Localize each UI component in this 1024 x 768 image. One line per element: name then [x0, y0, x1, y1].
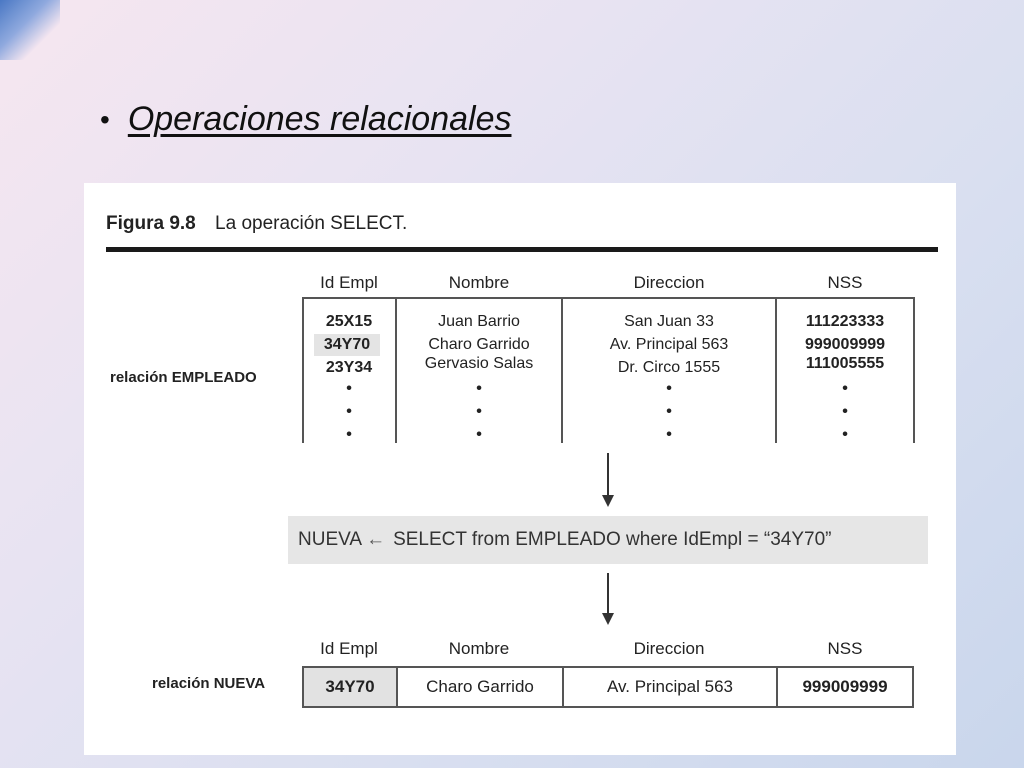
slide-title-text: Operaciones relacionales: [127, 100, 512, 138]
col-header-nss: NSS: [827, 639, 863, 658]
arrow-head-icon: [602, 613, 614, 625]
figure-image: [84, 183, 956, 755]
arrow-head-icon: [602, 495, 614, 507]
empleado-top-border: [302, 297, 914, 299]
table-cell: 111005555: [805, 355, 885, 372]
down-arrow-icon: [607, 453, 609, 497]
table-cell: 999009999: [802, 677, 888, 696]
col-header-nss: NSS: [827, 273, 863, 292]
figure-heading: [106, 213, 407, 235]
table-cell: Charo Garrido: [398, 668, 564, 706]
col-header-direccion: Direccion: [633, 273, 705, 292]
table-cell: 999009999: [804, 336, 886, 353]
figure-number: Figura 9.8: [106, 213, 196, 234]
empleado-relation-label: relación EMPLEADO: [110, 369, 257, 386]
col-header-id: Id Empl: [320, 273, 378, 292]
table-cell-highlighted: 34Y70: [314, 334, 380, 356]
bullet-icon: •: [100, 103, 110, 135]
down-arrow-icon: [607, 573, 609, 615]
table-cell: Av. Principal 563: [609, 336, 729, 353]
ellipsis-dots: • • •: [346, 380, 352, 443]
table-cell: Juan Barrio: [438, 313, 520, 330]
table-cell: Charo Garrido: [428, 336, 530, 353]
table-cell: Gervasio Salas: [424, 355, 534, 372]
table-cell: 34Y70: [304, 668, 398, 706]
figure-caption: La operación SELECT.: [215, 213, 408, 234]
table-cell: Av. Principal 563: [564, 668, 778, 706]
table-cell: 111223333: [805, 313, 885, 330]
col-header-nombre: Nombre: [448, 639, 510, 658]
heading-rule: [106, 247, 938, 252]
table-cell: 23Y34: [325, 359, 373, 376]
corner-decoration: [0, 0, 60, 60]
ellipsis-dots: • • •: [666, 380, 672, 443]
query-target: NUEVA: [298, 529, 363, 550]
table-cell: San Juan 33: [624, 313, 714, 330]
left-arrow-icon: ←: [366, 529, 386, 550]
nueva-relation-label: relación NUEVA: [152, 675, 266, 692]
nueva-table: [302, 666, 914, 708]
ellipsis-dots: • • •: [476, 380, 482, 443]
col-header-id: Id Empl: [320, 639, 378, 658]
query-statement: SELECT from EMPLEADO where IdEmpl = “34Y70”: [393, 529, 832, 550]
slide-title: [100, 100, 511, 139]
ellipsis-dots: • • •: [842, 380, 848, 443]
table-cell: Dr. Circo 1555: [617, 359, 721, 376]
col-header-nombre: Nombre: [448, 273, 510, 292]
table-cell: 25X15: [325, 313, 373, 330]
select-query: [288, 516, 928, 564]
col-header-direccion: Direccion: [633, 639, 705, 658]
